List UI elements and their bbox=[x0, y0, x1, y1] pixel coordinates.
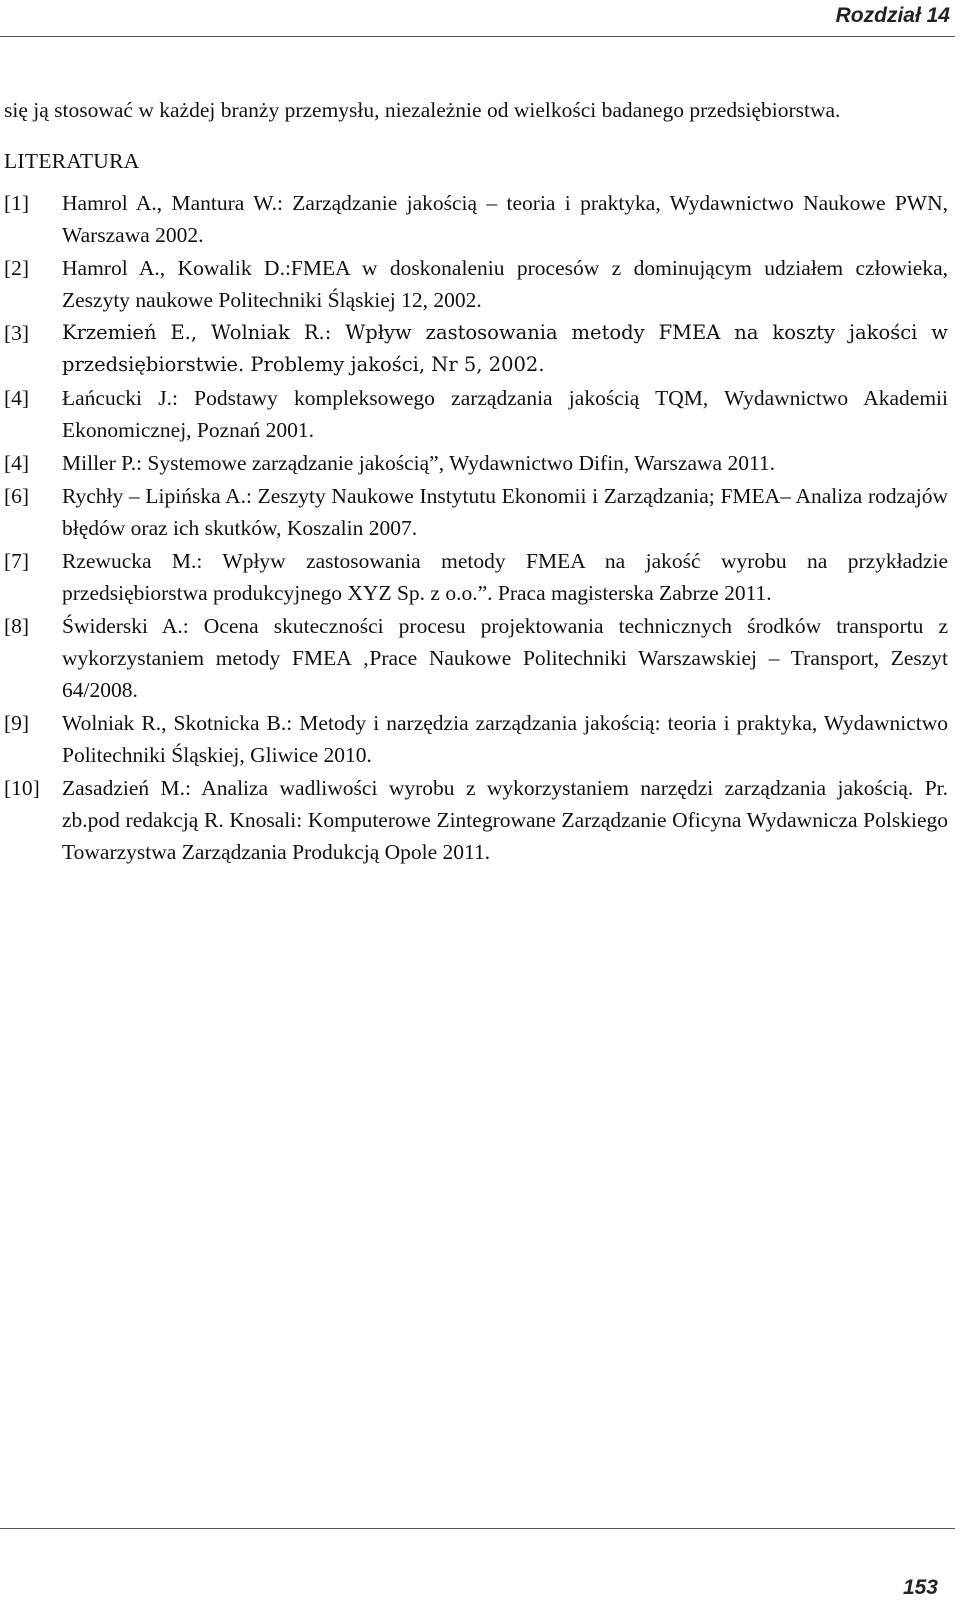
reference-number: [1] bbox=[4, 191, 30, 215]
reference-text: Zasadzień M.: Analiza wadliwości wyrobu z wykorzystaniem narzędzi zarządzania jakością. Pr. zb.pod redakcją R. Knosali: Komputerowe Zintegrowane Zarządzanie Oficyna Wydawnicza Polskiego Towarzystwa Zarządzania Produkcją Opole 2011. bbox=[62, 776, 948, 864]
reference-item bbox=[4, 187, 948, 251]
reference-item bbox=[4, 480, 948, 544]
reference-item bbox=[4, 707, 948, 771]
reference-number: [7] bbox=[4, 549, 30, 573]
reference-number: [3] bbox=[4, 321, 30, 345]
reference-item bbox=[4, 772, 948, 868]
reference-number: [6] bbox=[4, 484, 30, 508]
intro-paragraph: się ją stosować w każdej branży przemysłu, niezależnie od wielkości badanego przedsiębiorstwa. bbox=[4, 98, 841, 122]
reference-item bbox=[4, 545, 948, 609]
reference-item bbox=[4, 382, 948, 446]
literature-heading: LITERATURA bbox=[4, 149, 140, 173]
page-body bbox=[4, 94, 948, 869]
reference-text: Hamrol A., Mantura W.: Zarządzanie jakością – teoria i praktyka, Wydawnictwo Naukowe PWN, Warszawa 2002. bbox=[62, 191, 948, 247]
reference-number: [2] bbox=[4, 256, 30, 280]
reference-number: [4] bbox=[4, 386, 30, 410]
reference-list bbox=[4, 187, 948, 868]
reference-number: [9] bbox=[4, 711, 30, 735]
reference-text: Miller P.: Systemowe zarządzanie jakością”, Wydawnictwo Difin, Warszawa 2011. bbox=[62, 451, 776, 475]
reference-text: Łańcucki J.: Podstawy kompleksowego zarządzania jakością TQM, Wydawnictwo Akademii Ekonomicznej, Poznań 2001. bbox=[62, 386, 948, 442]
reference-item bbox=[4, 447, 948, 479]
reference-number: [10] bbox=[4, 776, 40, 800]
reference-item bbox=[4, 610, 948, 706]
reference-text: Krzemień E., Wolniak R.: Wpływ zastosowania metody FMEA na koszty jakości w przedsiębiorstwie. Problemy jakości, Nr 5, 2002. bbox=[62, 321, 948, 376]
reference-text: Świderski A.: Ocena skuteczności procesu projektowania technicznych środków transportu z wykorzystaniem metody FMEA ‚Prace Naukowe Politechniki Warszawskiej – Transport, Zeszyt 64/2008. bbox=[62, 614, 948, 702]
reference-text: Rzewucka M.: Wpływ zastosowania metody FMEA na jakość wyrobu na przykładzie przedsiębiorstwa produkcyjnego XYZ Sp. z o.o.”. Praca magisterska Zabrze 2011. bbox=[62, 549, 948, 605]
reference-text: Wolniak R., Skotnicka B.: Metody i narzędzia zarządzania jakością: teoria i praktyka, Wydawnictwo Politechniki Śląskiej, Gliwice 2010. bbox=[62, 711, 948, 767]
page-number: 153 bbox=[902, 1576, 938, 1599]
reference-number: [4] bbox=[4, 451, 30, 475]
reference-item bbox=[4, 252, 948, 316]
reference-item bbox=[4, 317, 948, 381]
reference-text: Rychły – Lipińska A.: Zeszyty Naukowe Instytutu Ekonomii i Zarządzania; FMEA– Analiza rodzajów błędów oraz ich skutków, Koszalin 2007. bbox=[62, 484, 948, 540]
reference-number: [8] bbox=[4, 614, 30, 638]
running-header-chapter: Rozdział 14 bbox=[835, 4, 950, 27]
footer-divider bbox=[0, 1528, 955, 1529]
reference-text: Hamrol A., Kowalik D.:FMEA w doskonaleniu procesów z dominującym udziałem człowieka, Zeszyty naukowe Politechniki Śląskiej 12, 2002. bbox=[62, 256, 948, 312]
header-divider bbox=[0, 36, 955, 37]
